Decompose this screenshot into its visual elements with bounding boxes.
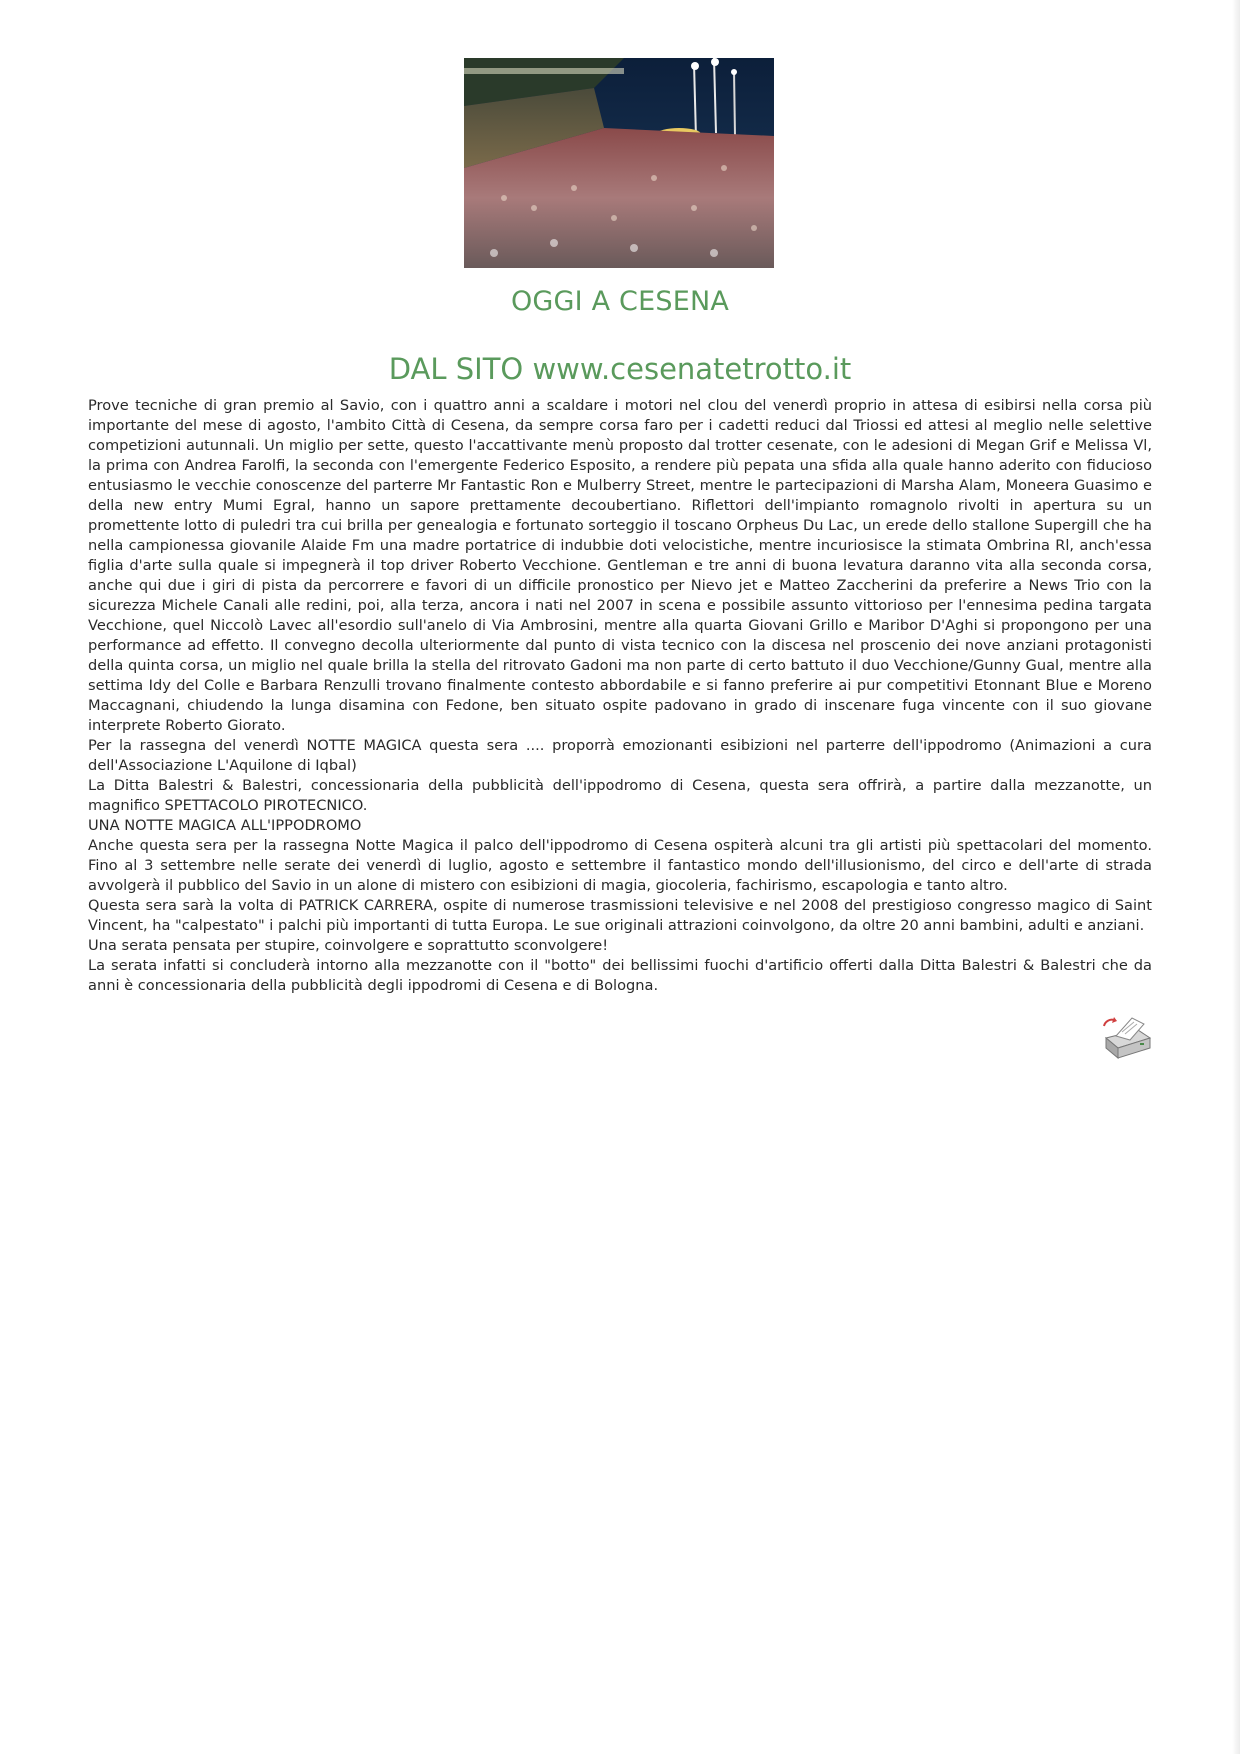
article-heading: UNA NOTTE MAGICA ALL'IPPODROMO (88, 817, 362, 834)
article-paragraph: La serata infatti si concluderà intorno alla mezzanotte con il "botto" dei bellissimi fuochi d'artificio offerti dalla Ditta Balestri & Balestri che da anni è concessionaria della pubblicità degli ippodromi di Cesena e di Bologna. (88, 957, 1152, 994)
article-paragraph: Anche questa sera per la rassegna Notte Magica il palco dell'ippodromo di Cesena ospiterà alcuni tra gli artisti più spettacolari del momento. Fino al 3 settembre nelle serate dei venerdì di luglio, agosto e settembre il fantastico mondo dell'illusionismo, del circo e dell'arte di strada avvolgerà il pubblico del Savio in un alone di mistero con esibizioni di magia, giocoleria, fachirismo, escapologia e tanto altro. (88, 837, 1152, 894)
article-paragraph: Questa sera sarà la volta di PATRICK CARRERA, ospite di numerose trasmissioni televisive e nel 2008 del prestigioso congresso magico di Saint Vincent, ha "calpestato" i palchi più importanti di tutta Europa. Le sue originali attrazioni coinvolgono, da oltre 20 anni bambini, adulti e anziani. (88, 897, 1152, 934)
page-title: OGGI A CESENA (510, 286, 730, 317)
article-paragraph: Prove tecniche di gran premio al Savio, con i quattro anni a scaldare i motori nel clou del venerdì proprio in attesa di esibirsi nella corsa più importante del mese di agosto, l'ambito Città di Cesena, da sempre corsa faro per i cadetti reduci dal Triossi ed attesi al meglio nelle selettive competizioni autunnali. Un miglio per sette, questo l'accattivante menù proposto dal trotter cesenate, con le adesioni di Megan Grif e Melissa Vl, la prima con Andrea Farolfi, la seconda con l'emergente Federico Esposito, a rendere più pepata una sfida alla quale hanno aderito con fiducioso entusiasmo le vecchie conoscenze del parterre Mr Fantastic Ron e Mulberry Street, mentre le partecipazioni di Marsha Alam, Moneera Guasimo e della new entry Mumi Egral, hanno un sapore prettamente decoubertiano. Riflettori dell'impianto romagnolo rivolti in apertura su un promettente lotto di puledri tra cui brilla per genealogia e fortunato sorteggio il toscano Orpheus Du Lac, un erede dello stallone Supergill che ha nella campionessa giovanile Alaide Fm una madre portatrice di indubbie doti velocistiche, mentre incuriosisce la stimata Ombrina Rl, anch'essa figlia d'arte sulla quale si impegnerà il top driver Roberto Vecchione. Gentleman e tre anni di buona levatura daranno vita alla seconda corsa, anche qui due i giri di pista da percorrere e favori di un difficile pronostico per Nievo jet e Matteo Zaccherini da preferire a News Trio con la sicurezza Michele Canali alle redini, poi, alla terza, ancora i nati nel 2007 in scena e possibile assunto vittorioso per l'ennesima pedina targata Vecchione, quel Niccolò Lavec all'esordio sull'anelo di Via Ambrosini, mentre alla quarta Giovani Grillo e Maribor D'Aghi si propongono per una performance ad effetto. Il convegno decolla ulteriormente dal punto di vista tecnico con la discesa nel proscenio dei nove anziani protagonisti della quinta corsa, un miglio nel quale brilla la stella del ritrovato Gadoni ma non parte di certo battuto il duo Vecchione/Gunny Gual, mentre alla settima Idy del Colle e Barbara Renzulli trovano finalmente contesto abbordabile e si fanno preferire ai pur competitivi Etonnant Blue e Moreno Maccagnani, chiudendo la lunga disamina con Fedone, ben situato ospite padovano in grado di inscenare fuga vincente con il suo giovane interprete Roberto Giorato. (88, 397, 1152, 734)
printer-icon[interactable] (1100, 1012, 1154, 1062)
crowd-photo (464, 58, 774, 268)
article-paragraph: Per la rassegna del venerdì NOTTE MAGICA questa sera .... proporrà emozionanti esibizioni nel parterre dell'ippodromo (Animazioni a cura dell'Associazione L'Aquilone di Iqbal) (88, 737, 1152, 774)
article-body (88, 396, 1152, 996)
article-paragraph: La Ditta Balestri & Balestri, concessionaria della pubblicità dell'ippodromo di Cesena, questa sera offrirà, a partire dalla mezzanotte, un magnifico SPETTACOLO PIROTECNICO. (88, 777, 1152, 814)
source-subtitle: DAL SITO www.cesenatetrotto.it (388, 352, 852, 386)
article-paragraph: Una serata pensata per stupire, coinvolgere e soprattutto sconvolgere! (88, 937, 609, 954)
scan-edge-shadow (1232, 0, 1240, 1754)
